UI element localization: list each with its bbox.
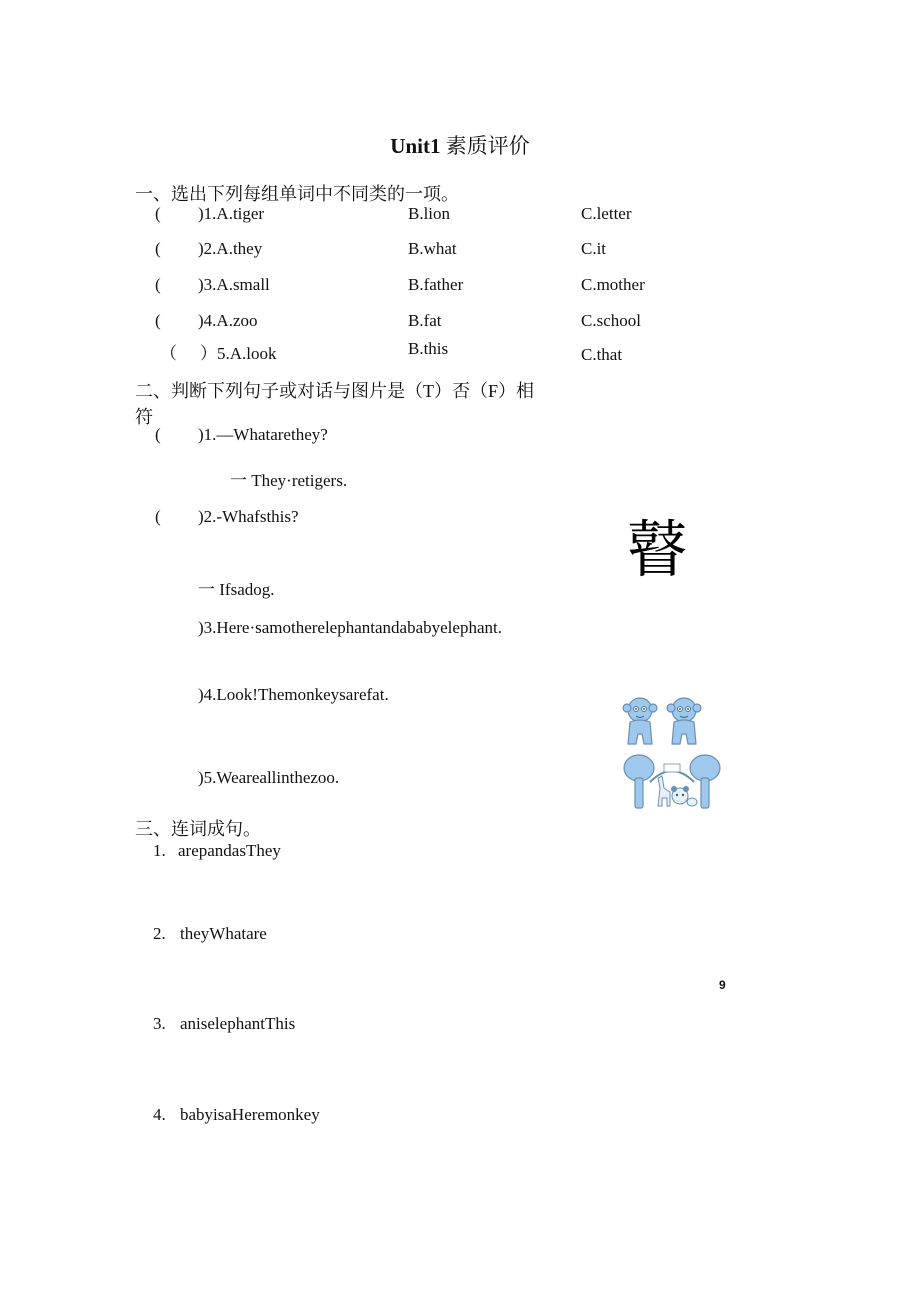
section-2-heading-cut: 符 [135,407,153,427]
section-2-heading: 二、判断下列句子或对话与图片是（T）否（F）相 [135,381,535,401]
section-1-heading: 一、选出下列每组单词中不同类的一项。 [135,184,459,204]
page-title: Unit1 素质评价 [390,134,530,158]
section-3-heading: 三、连词成句。 [135,819,261,839]
zoo-animals-picture [622,752,722,810]
page-number: 9 [719,978,726,992]
monkey-pair-picture [618,694,710,748]
picture-glyph: 瞽 [626,513,689,586]
